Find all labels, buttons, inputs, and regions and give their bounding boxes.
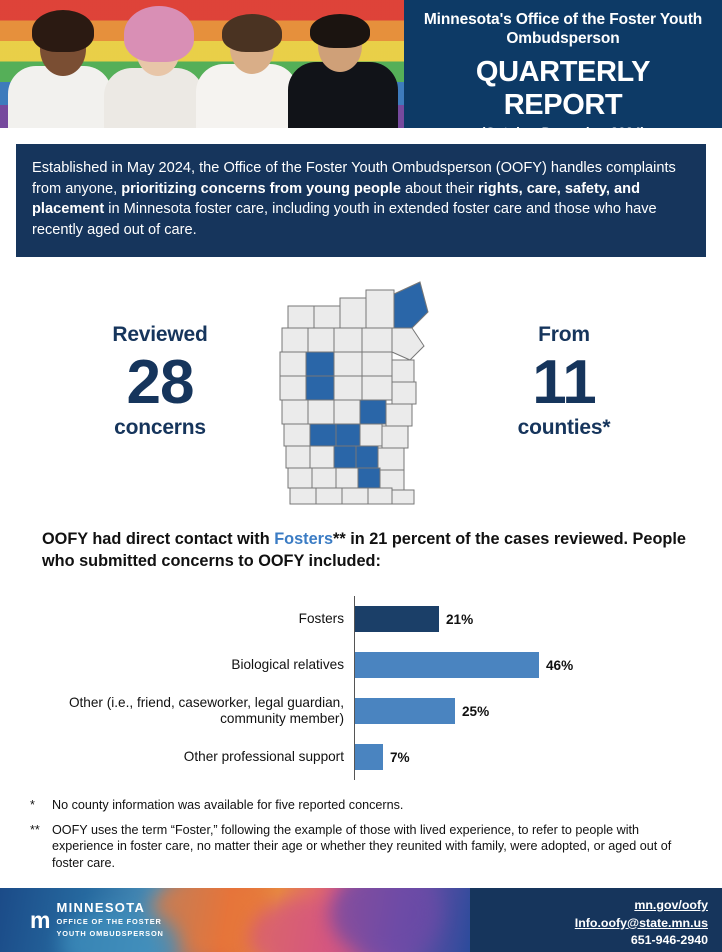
page-title: QUARTERLY REPORT (475, 55, 651, 121)
minnesota-map-svg (252, 268, 462, 508)
chart-bar (355, 744, 383, 770)
chart-category-label: Biological relatives (231, 656, 344, 672)
stat-counties-number: 11 (532, 348, 596, 417)
phone-number: 651-946-2940 (630, 933, 708, 948)
chart-row (42, 642, 692, 688)
stat-concerns-bottom-label: concerns (114, 416, 206, 440)
stat-counties (464, 323, 664, 440)
chart-value-label: 25% (462, 703, 490, 719)
footnote-item (30, 822, 702, 872)
intro-text-box (16, 144, 706, 257)
chart-value-label: 46% (546, 657, 574, 673)
chart-intro-after: ** in 21 percent of the cases reviewed. People who submitted concerns to OOFY included: (42, 530, 686, 571)
stat-counties-top-label: From (538, 323, 590, 346)
footnote-marker: * (30, 798, 35, 812)
stat-counties-bottom-label: counties* (517, 416, 611, 440)
chart-intro-before: OOFY had direct contact with (42, 530, 275, 548)
chart-category-label: Fosters (298, 610, 344, 626)
chart-category-label: Other (i.e., friend, caseworker, legal guardian, community member) (68, 694, 344, 726)
footnote-text: No county information was available for five reported concerns. (52, 798, 404, 812)
intro-part-3: in Minnesota foster care, including youth in extended foster care and those who have recently aged out of care. (32, 201, 657, 239)
header-title-block (404, 0, 722, 140)
footnotes (30, 797, 702, 879)
chart-category-label: Other professional support (183, 748, 344, 764)
chart-intro-highlight: Fosters (274, 530, 334, 548)
chart-bar (355, 698, 455, 724)
chart-bar-area (354, 734, 692, 780)
logo-state-name: MINNESOTA (56, 900, 146, 915)
chart-value-label: 21% (446, 611, 474, 627)
chart-value-label: 7% (390, 749, 410, 765)
footer-contact-block (470, 888, 722, 952)
statistics-section (0, 268, 722, 518)
chart-bar-area (354, 596, 692, 642)
website-link[interactable]: mn.gov/oofy (634, 898, 708, 912)
footnote-marker: ** (30, 822, 40, 837)
intro-bold-1: prioritizing concerns from young people (121, 180, 401, 197)
chart-bar-area (354, 642, 692, 688)
page-header (0, 0, 722, 140)
stat-concerns-top-label: Reviewed (112, 323, 208, 346)
stat-concerns-reviewed (60, 323, 260, 440)
header-photo (0, 0, 404, 128)
minnesota-map (252, 268, 462, 508)
chart-bar (355, 652, 539, 678)
logo-office-line-2: YOUTH OMBUDSPERSON (56, 929, 164, 939)
page-footer (0, 888, 722, 952)
chart-row (42, 688, 692, 734)
people-photo-illustration (0, 0, 404, 128)
stat-concerns-number: 28 (126, 348, 194, 417)
footnote-text: OOFY uses the term “Foster,” following the example of those with lived experience, to refer to people with experience in foster care, no matter their age or whether they reunited with family, were adopted, or aged out of foster care. (52, 822, 672, 870)
intro-part-1: Established in May 2024, the Office of the Foster Youth Ombudsperson (OOFY) handles complaints from anyone, (32, 160, 676, 197)
chart-row (42, 734, 692, 780)
report-date-range: (October-December 2024) (480, 124, 646, 140)
mn-oofy-logo (30, 901, 164, 939)
header-organization: Minnesota's Office of the Foster Youth Ombudsperson (423, 11, 703, 48)
mn-logo-mark: m (30, 906, 50, 933)
chart-row (42, 596, 692, 642)
chart-intro-text (42, 528, 692, 573)
email-link[interactable]: Info.oofy@state.mn.us (574, 915, 708, 930)
intro-bold-2: rights, care, safety, and placement (32, 180, 640, 218)
intro-part-2: about their (400, 180, 479, 197)
concern-sources-bar-chart (42, 596, 692, 781)
intro-section (16, 144, 706, 257)
footnote-item (30, 797, 702, 814)
chart-bar-area (354, 688, 692, 734)
footer-gradient-band (0, 888, 470, 952)
chart-bar (355, 606, 439, 632)
logo-office-line-1: OFFICE OF THE FOSTER (56, 917, 162, 927)
